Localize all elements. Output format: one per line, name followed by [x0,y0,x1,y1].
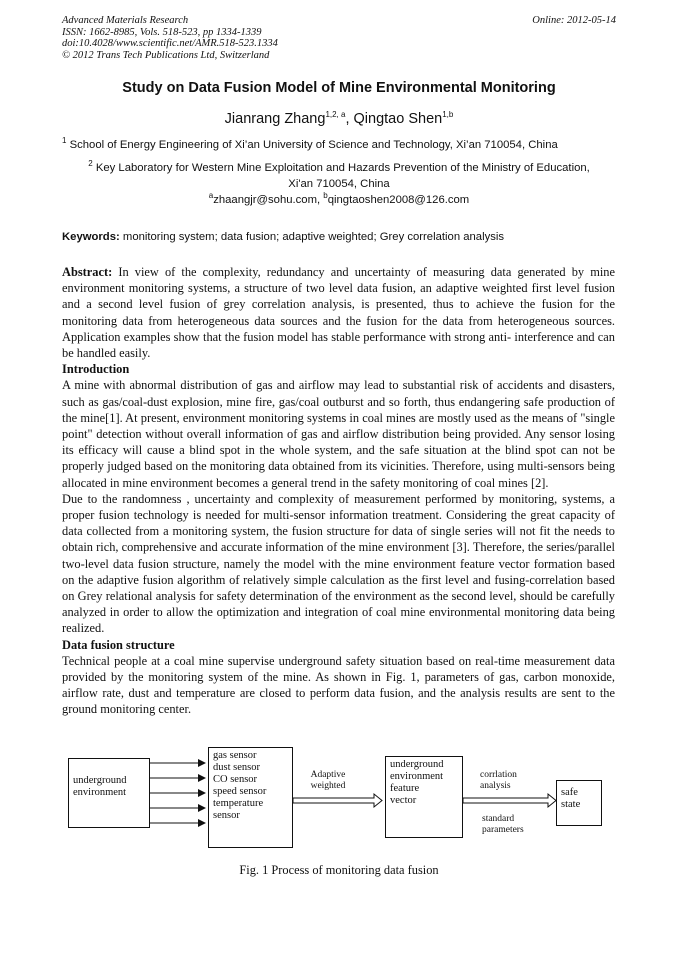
author-name: Qingtao Shen [353,111,443,127]
doi: doi:10.4028/www.scientific.net/AMR.518-523.1334 [62,38,278,50]
author-sup: 1,b [442,110,454,120]
box-line: safe [561,787,578,798]
box-line: vector [390,795,417,806]
box-line: state [561,799,581,810]
emails [62,191,616,206]
safe-state-box [556,780,602,826]
box-line: underground [73,775,127,786]
box-line: environment [390,771,444,782]
abstract [62,264,615,361]
email-sup: b [323,191,328,201]
keywords-text: monitoring system; data fusion; adaptive weighted; Grey correlation analysis [119,231,505,243]
email-b: qingtaoshen2008@126.com [327,194,470,206]
keywords [62,231,616,243]
paper-title: Study on Data Fusion Model of Mine Environmental Monitoring [122,80,556,96]
journal-header [62,15,616,61]
body-text [62,264,615,718]
correlation-analysis-label [480,770,530,792]
paragraph: Technical people at a coal mine supervise underground safety situation based on real-time measurement data provided by the monitoring system of the mine. As shown in Fig. 1, parameters of gas, carbon monoxide, airflow rate, dust and temperature are closed to perform data fusion, and the analysis results are sent to the ground monitoring center. [62,653,615,717]
abstract-label: Abstract: [62,265,113,279]
box-line: dust sensor [213,762,260,773]
adaptive-weighted-label [298,770,358,792]
paragraph: Due to the randomness , uncertainty and complexity of measurement performed by monitoring, systems, a proper fusion technology is needed for multi-sensor information treatment. Considering the great capacity of data collected from a monitoring system, the fusion structure for data of single series will not fit the needs to obtain rich, comprehensive and accurate information of the mine environment [3]. Therefore, the series/parallel two-level data fusion structure, namely the model with the mine environment feature vector formation based on the adaptive fusion algorithm of relatively simple calculation as the first level and fusing-correlation based on Grey relational analysis for safety determination of the environment as the second level, should be carefully analyzed in order to allow the optimization and integration of coal mine environmental monitoring data being realized. [62,491,615,636]
keywords-label: Keywords: [62,231,120,243]
copyright: © 2012 Trans Tech Publications Ltd, Switzerland [62,49,270,61]
box-line: temperature [213,798,264,809]
fusion-process-diagram [62,746,616,851]
underground-environment-box [68,758,150,828]
label-line: corrlation [480,770,517,780]
author-name: Jianrang Zhang [224,111,326,127]
box-line: feature [390,783,420,794]
author-sup: 1,2, a [325,110,346,120]
affiliation-2 [62,160,616,192]
email-sup: a [208,191,214,201]
issn: ISSN: 1662-8985, Vols. 518-523, pp 1334-1339 [62,26,262,38]
label-line: standard [482,814,515,824]
author-list: Jianrang Zhang$^{1,2, a}$, Qingtao Shen$^{1,b}$ [224,110,454,127]
affiliation-text: School of Energy Engineering of Xi’an University of Science and Technology, Xi’an 710054, China [69,139,558,151]
box-line: CO sensor [213,774,258,785]
abstract-text: In view of the complexity, redundancy and uncertainty of measuring data generated by mine environment monitoring systems, a structure of two level data fusion, an adaptive weighted first level fusion and a second level fusion of grey correlation analysis, is presented, thus to achieve the fusion for the monitoring data from heterogeneous data sources and the fusion for the data from heterogeneous sources. Application examples show that the fusion model has stable performance with strong anti- interference and can be handled easily. [62,265,615,361]
double-arrow [463,794,556,807]
box-line: sensor [213,810,240,821]
box-line: underground [390,759,444,770]
affiliation-num: 2 [88,159,93,169]
standard-parameters-label [482,814,542,836]
email-a: zhaangjr@sohu.com, [213,194,324,206]
affiliation-text: Key Laboratory for Western Mine Exploitation and Hazards Prevention of the Ministry of Education, [95,162,590,174]
label-line: weighted [310,781,346,791]
affiliation-num: 1 [62,136,67,146]
journal-name: Advanced Materials Research [62,15,189,26]
section-heading: Introduction [62,362,130,377]
box-line: environment [73,787,127,798]
double-arrow [293,794,382,807]
label-line: analysis [480,781,511,791]
paragraph: A mine with abnormal distribution of gas and airflow may lead to substantial risk of accidents and disasters, such as gas/coal-dust explosion, mine fire, gas/coal outburst and so forth, thus endangering safe production of the mine[1]. At present, environment monitoring systems in coal mines are mostly used as the means of "single point" detection without overall information of gas and airflow distribution being provided. Any sensor losing its efficacy will cause a blind spot in the whole system, and the safe situation at the blind spot can not be properly judged based on the monitoring data obtained from its vicinities. Therefore, using multi-sensors being allocated in mine environment becomes a general trend in the safety monitoring of coal mines [2]. [62,378,615,490]
online-date: Online: 2012-05-14 [532,15,616,26]
affiliation-1 [62,137,616,153]
box-line: speed sensor [213,786,267,797]
figure-caption: Fig. 1 Process of monitoring data fusion [239,863,439,877]
feature-vector-box [385,756,463,838]
label-line: parameters [482,825,524,835]
box-line: gas sensor [213,750,257,761]
section-heading: Data fusion structure [62,637,175,652]
label-line: Adaptive [310,770,346,780]
sensor-box [208,747,293,848]
affiliation-text-line2: Xi'an 710054, China [288,178,390,190]
